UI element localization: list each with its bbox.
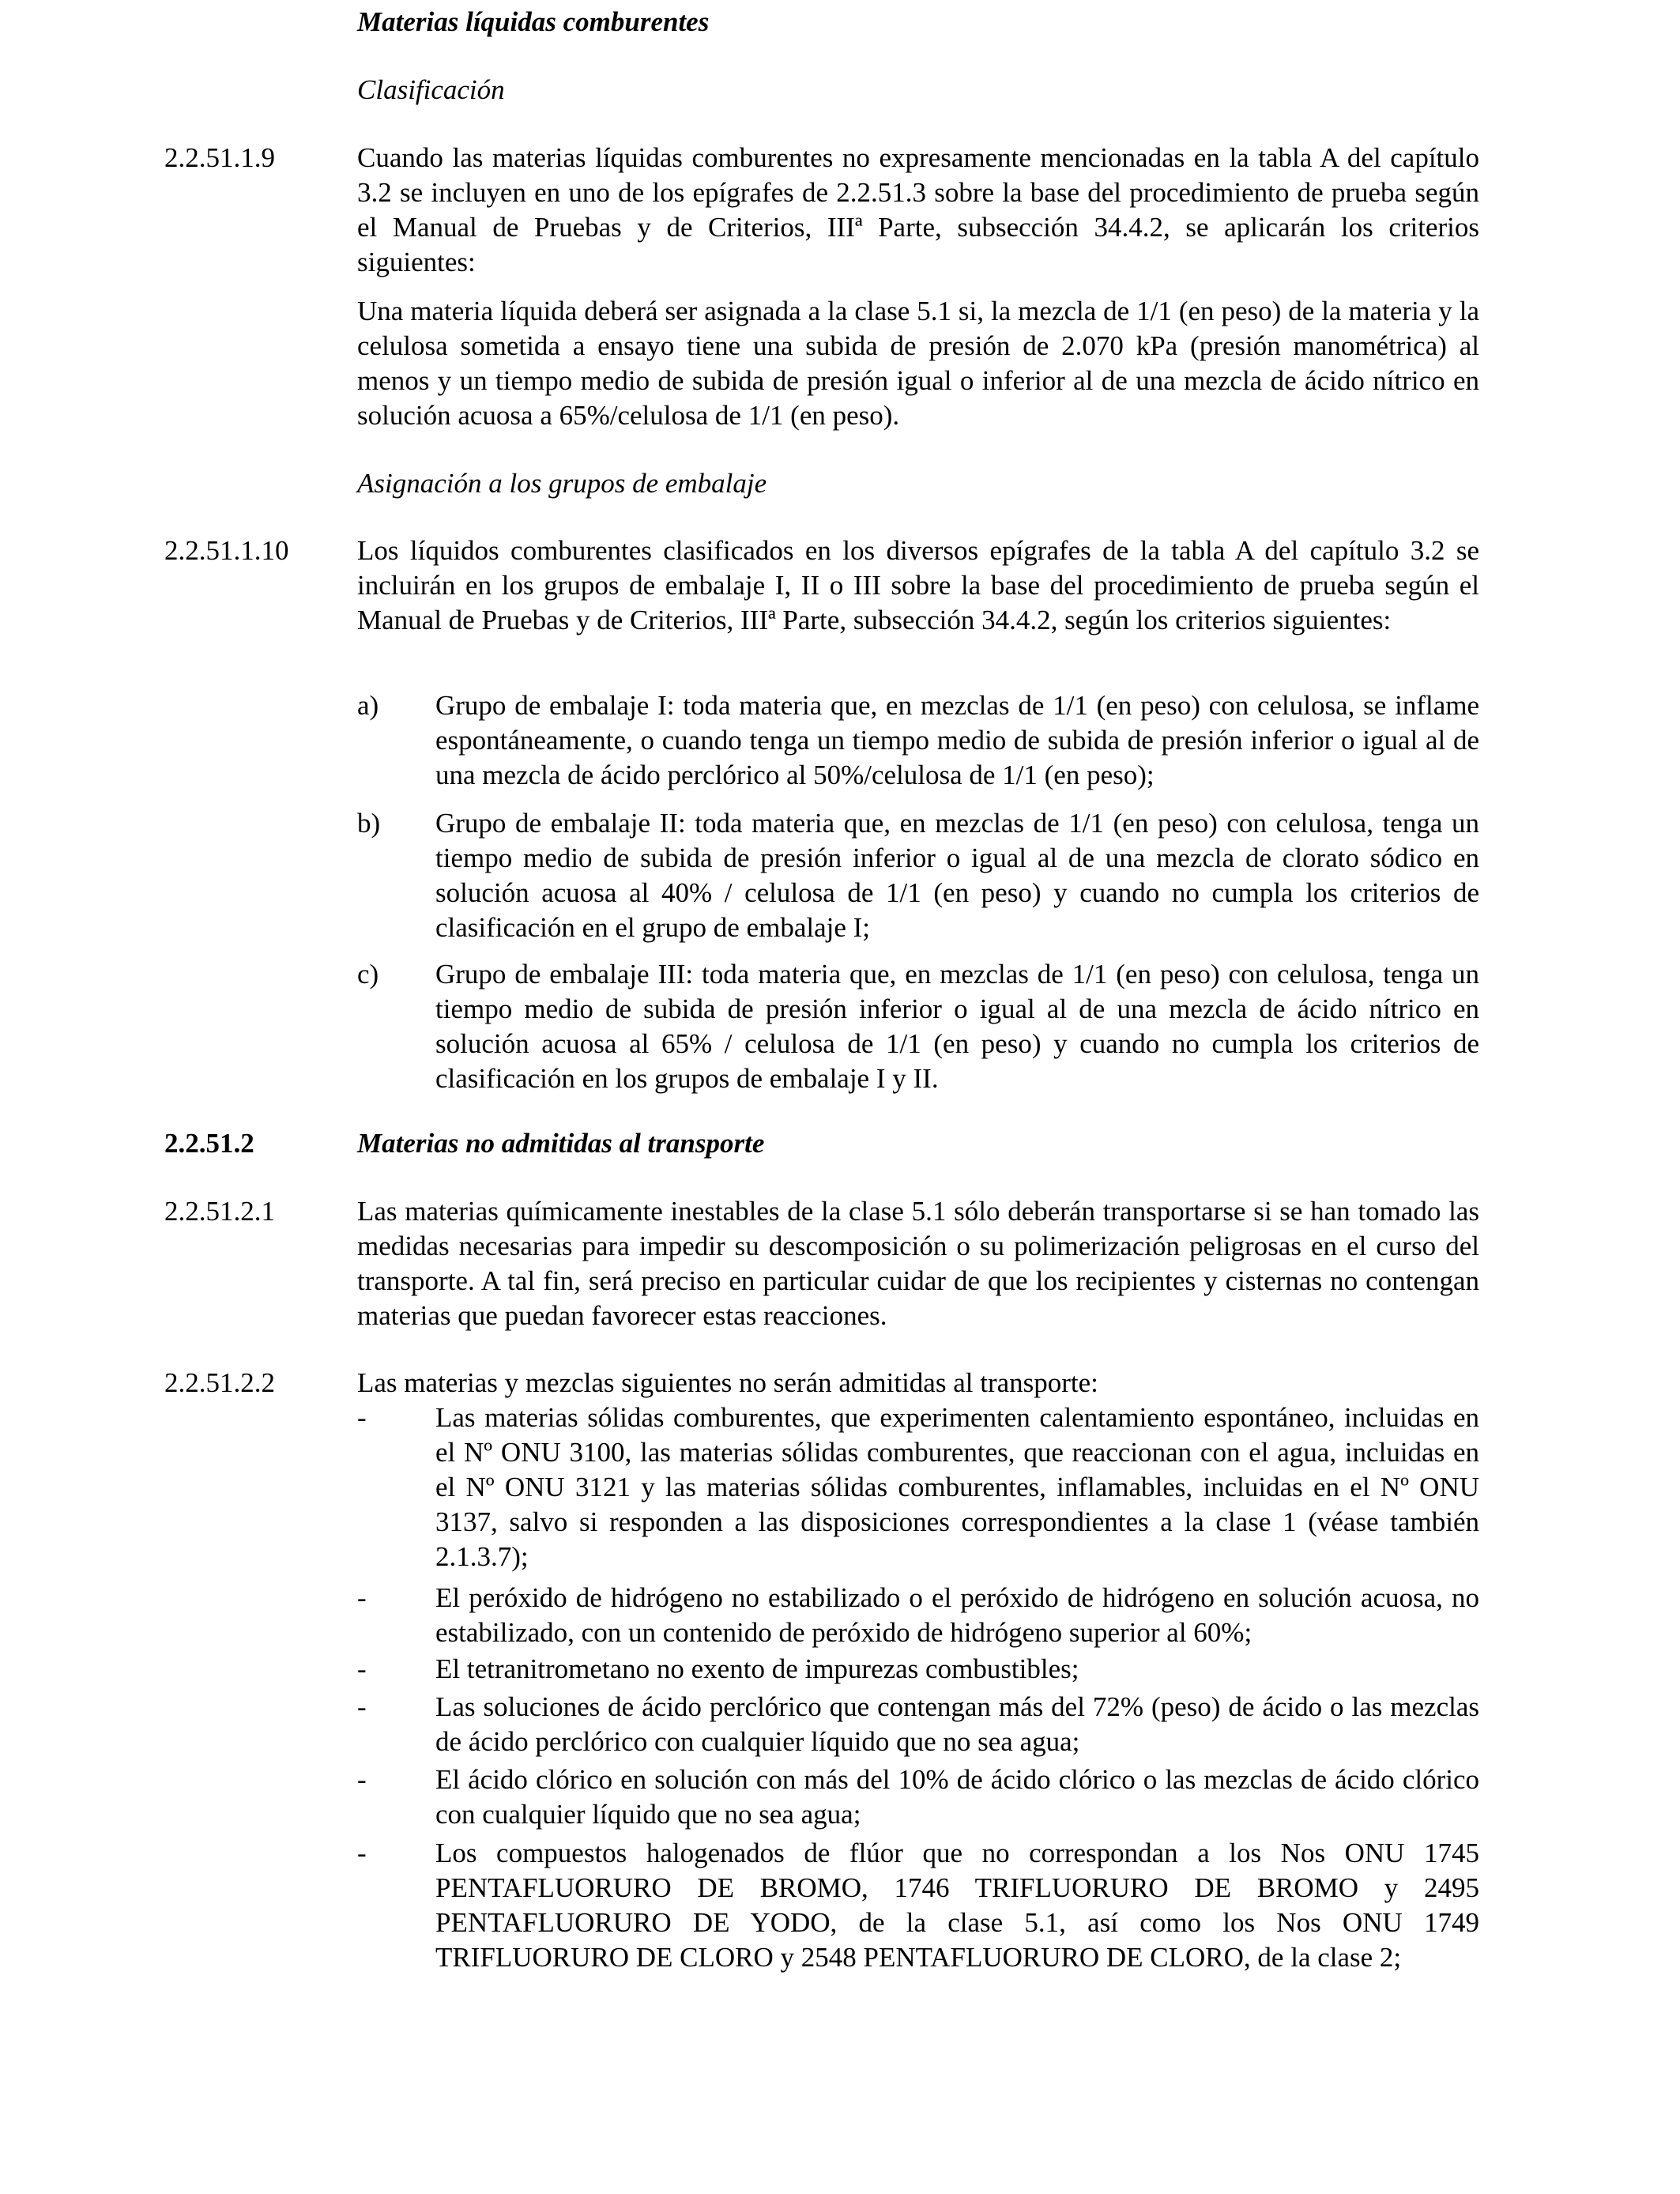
- list-marker: a): [357, 690, 379, 721]
- section-number: 2.2.51.2: [164, 1128, 254, 1159]
- list-marker: -: [357, 1582, 367, 1613]
- section-heading: Materias líquidas comburentes: [357, 6, 710, 37]
- paragraph-number: 2.2.51.1.10: [164, 535, 289, 566]
- list-item: Grupo de embalaje II: toda materia que, en mezclas de 1/1 (en peso) con celulosa, tenga un tiempo medio de subida de presión inferior o igual al de una mezcla de clorato sódico en solución acuosa al 40% / celulosa de 1/1 (en peso) y cuando no cumpla los criterios de clasificación en el grupo de embalaje I;: [435, 808, 1479, 943]
- list-item: Las soluciones de ácido perclórico que contengan más del 72% (peso) de ácido o las mezclas de ácido perclórico con cualquier líquido que no sea agua;: [435, 1691, 1479, 1757]
- list-marker: -: [357, 1838, 367, 1868]
- list-item: Las materias sólidas comburentes, que experimenten calentamiento espontáneo, incluidas en el Nº ONU 3100, las materias sólidas comburentes, que reaccionan con el agua, incluidas en el Nº ONU 3121 y las materias sólidas comburentes, inflamables, incluidas en el Nº ONU 3137, salvo si responden a las disposiciones correspondientes a la clase 1 (véase también 2.1.3.7);: [435, 1402, 1479, 1572]
- list-item: El ácido clórico en solución con más del 10% de ácido clórico o las mezclas de ácido clórico con cualquier líquido que no sea agua;: [435, 1764, 1479, 1830]
- list-marker: -: [357, 1653, 367, 1684]
- list-item: Grupo de embalaje III: toda materia que, en mezclas de 1/1 (en peso) con celulosa, tenga un tiempo medio de subida de presión inferior o igual al de una mezcla de ácido nítrico en solución acuosa al 65% / celulosa de 1/1 (en peso) y cuando no cumpla los criterios de clasificación en los grupos de embalaje I y II.: [435, 959, 1479, 1094]
- list-marker: -: [357, 1764, 367, 1795]
- list-marker: b): [357, 808, 381, 839]
- paragraph-text: Cuando las materias líquidas comburentes no expresamente mencionadas en la tabla A del capítulo 3.2 se incluyen en uno de los epígrafes de 2.2.51.3 sobre la base del procedimiento de prueba según el Manual de Pruebas y de Criterios, IIIª Parte, subsección 34.4.2, se aplicarán los criterios siguientes:: [357, 142, 1479, 277]
- paragraph-number: 2.2.51.2.2: [164, 1367, 275, 1398]
- paragraph-number: 2.2.51.2.1: [164, 1196, 275, 1227]
- paragraph-text: Las materias y mezclas siguientes no serán admitidas al transporte:: [357, 1367, 1098, 1398]
- list-marker: -: [357, 1691, 367, 1722]
- paragraph-number: 2.2.51.1.9: [164, 142, 275, 173]
- subheading-assignment: Asignación a los grupos de embalaje: [357, 468, 767, 499]
- paragraph-text: Una materia líquida deberá ser asignada a la clase 5.1 si, la mezcla de 1/1 (en peso) de la materia y la celulosa sometida a ensayo tiene una subida de presión de 2.070 kPa (presión manométrica) al menos y un tiempo medio de subida de presión igual o inferior al de una mezcla de ácido nítrico en solución acuosa a 65%/celulosa de 1/1 (en peso).: [357, 296, 1479, 431]
- list-item: Los compuestos halogenados de flúor que no correspondan a los Nos ONU 1745 PENTAFLUORURO DE BROMO, 1746 TRIFLUORURO DE BROMO y 2495 PENTAFLUORURO DE YODO, de la clase 5.1, así como los Nos ONU 1749 TRIFLUORURO DE CLORO y 2548 PENTAFLUORURO DE CLORO, de la clase 2;: [435, 1838, 1479, 1973]
- list-item: Grupo de embalaje I: toda materia que, en mezclas de 1/1 (en peso) con celulosa, se inflame espontáneamente, o cuando tenga un tiempo medio de subida de presión inferior o igual al de una mezcla de ácido perclórico al 50%/celulosa de 1/1 (en peso);: [435, 690, 1479, 790]
- list-marker: -: [357, 1402, 367, 1433]
- list-marker: c): [357, 959, 379, 990]
- section-title: Materias no admitidas al transporte: [357, 1128, 765, 1159]
- paragraph-text: Los líquidos comburentes clasificados en los diversos epígrafes de la tabla A del capítulo 3.2 se incluirán en los grupos de embalaje I, II o III sobre la base del procedimiento de prueba según el Manual de Pruebas y de Criterios, IIIª Parte, subsección 34.4.2, según los criterios siguientes:: [357, 535, 1479, 635]
- list-item: El peróxido de hidrógeno no estabilizado o el peróxido de hidrógeno en solución acuosa, no estabilizado, con un contenido de peróxido de hidrógeno superior al 60%;: [435, 1582, 1479, 1648]
- subheading-classification: Clasificación: [357, 74, 505, 105]
- list-item: El tetranitrometano no exento de impurezas combustibles;: [435, 1653, 1079, 1684]
- paragraph-text: Las materias químicamente inestables de la clase 5.1 sólo deberán transportarse si se han tomado las medidas necesarias para impedir su descomposición o su polimerización peligrosas en el curso del transporte. A tal fin, será preciso en particular cuidar de que los recipientes y cisternas no contengan materias que puedan favorecer estas reacciones.: [357, 1196, 1479, 1331]
